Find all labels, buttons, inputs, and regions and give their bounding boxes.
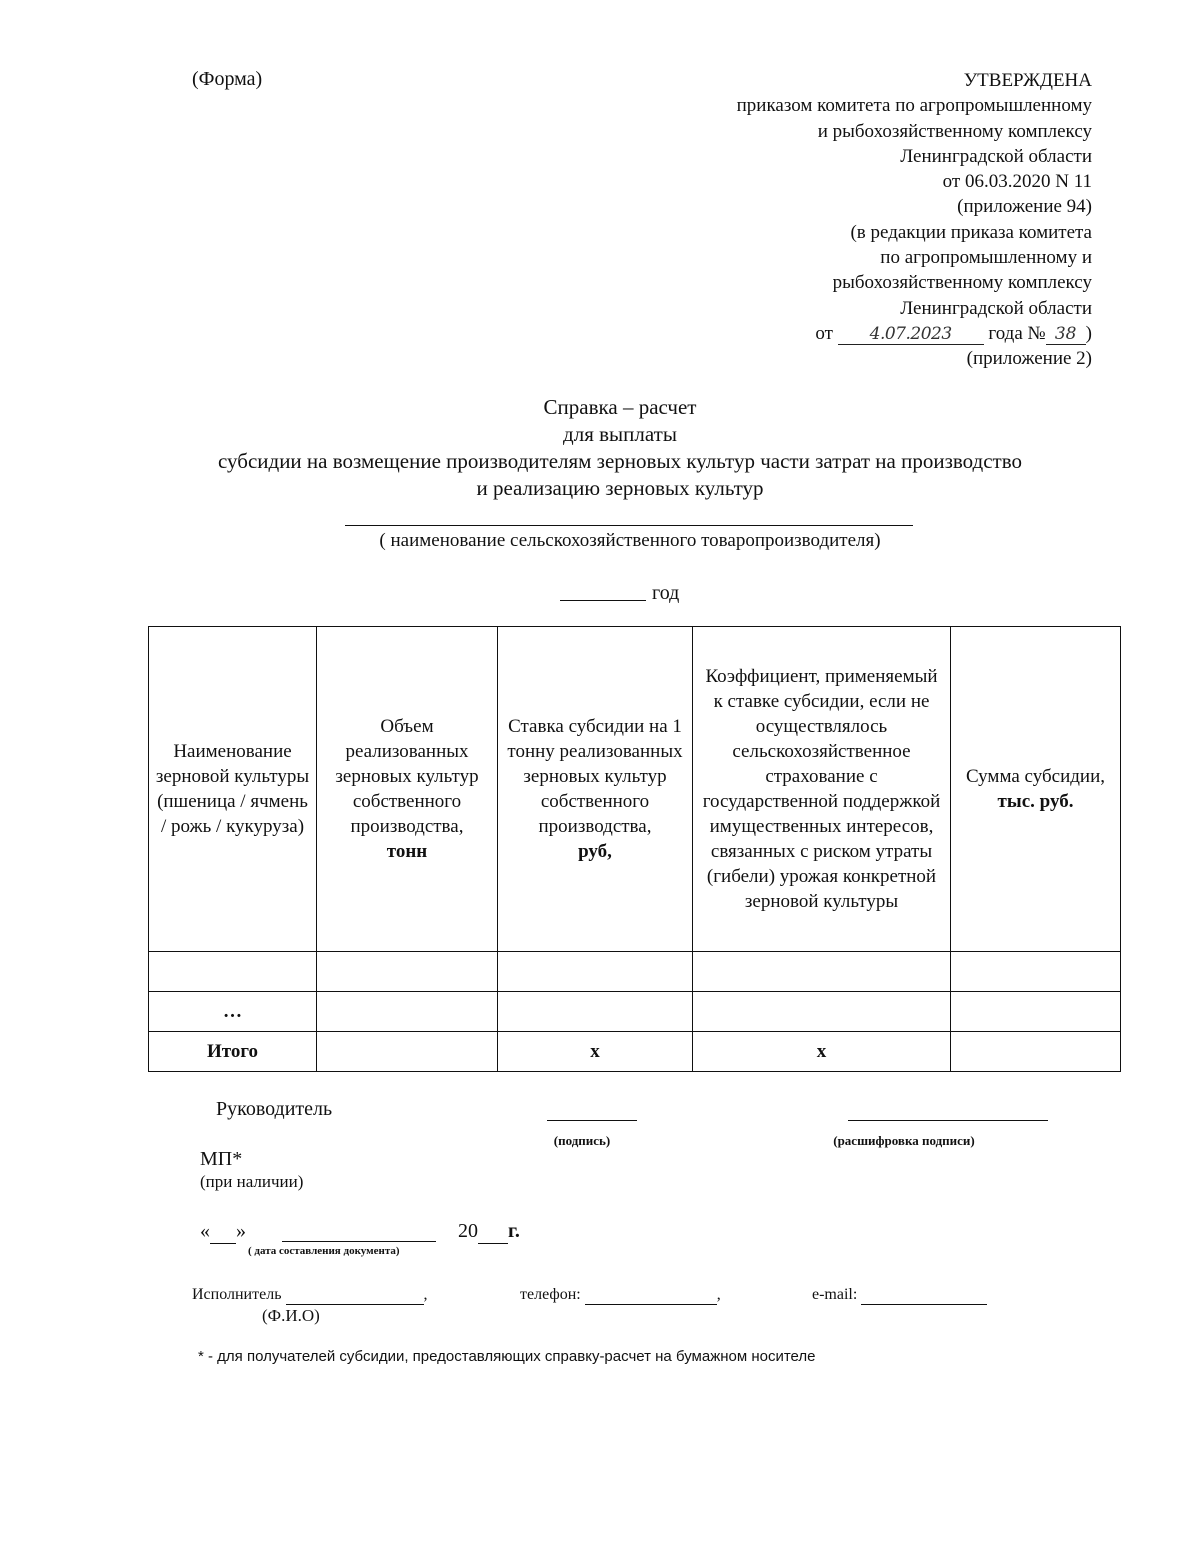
approval-line: (приложение 94) <box>957 196 1092 218</box>
date-caption: ( дата составления документа) <box>248 1245 400 1257</box>
decryption-caption: (расшифровка подписи) <box>833 1133 975 1148</box>
header-unit: руб, <box>578 841 612 862</box>
table-cell[interactable] <box>317 1032 498 1072</box>
table-cell[interactable] <box>498 992 693 1032</box>
table-cell: х <box>498 1032 693 1072</box>
table-cell[interactable] <box>693 952 951 992</box>
decryption-line[interactable] <box>848 1120 1048 1121</box>
table-cell[interactable]: … <box>149 992 317 1032</box>
year-label: год <box>652 582 680 604</box>
header-sum <box>951 627 1121 952</box>
header-coefficient <box>693 627 951 952</box>
title-line: для выплаты <box>563 422 677 446</box>
year-suffix: г. <box>508 1220 520 1242</box>
executor-label: Исполнитель <box>192 1286 282 1303</box>
header-text: Сумма субсидии, <box>965 766 1105 787</box>
approval-line: приказом комитета по агропромышленному <box>736 95 1092 117</box>
approval-line: от 06.03.2020 N 11 <box>942 171 1092 193</box>
header-text: Ставка субсидии на 1 тонну реализованных зерновых культур собственного производства, <box>507 716 683 837</box>
email-label: e-mail: <box>812 1286 858 1303</box>
year-blank[interactable] <box>560 600 646 601</box>
header-text: Коэффициент, применяемый к ставке субсидии, если не осуществлялось сельскохозяйственное страхование с государственной поддержкой имущественных интересов, связанных с риском утраты (гибели) урожая конкретной зерновой культуры <box>702 666 941 912</box>
year-row <box>458 1220 520 1244</box>
year-suffix-blank[interactable] <box>478 1220 508 1244</box>
approval-line: (в редакции приказа комитета <box>850 221 1092 243</box>
calculation-table <box>148 626 1121 1072</box>
producer-caption: ( наименование сельскохозяйственного товаропроизводителя) <box>379 530 881 551</box>
date-close-quote: » <box>236 1220 246 1242</box>
phone-label: телефон: <box>520 1286 581 1303</box>
appendix-line: (приложение 2) <box>966 348 1092 370</box>
table-cell[interactable] <box>317 952 498 992</box>
total-label: Итого <box>149 1032 317 1072</box>
head-label: Руководитель <box>216 1098 333 1120</box>
header-text: Наименование зерновой культуры (пшеница / ячмень / рожь / кукуруза) <box>155 741 310 837</box>
date-line[interactable] <box>282 1241 436 1242</box>
table-cell[interactable] <box>951 952 1121 992</box>
signature-caption: (подпись) <box>553 1133 611 1148</box>
stamp-label: МП* <box>200 1148 243 1170</box>
approval-line: Ленинградской области <box>900 145 1092 167</box>
day-blank[interactable] <box>210 1220 236 1244</box>
stamp-note: (при наличии) <box>200 1172 304 1191</box>
handwritten-order-number: 38 <box>1046 324 1086 345</box>
approval-line: УТВЕРЖДЕНА <box>963 70 1092 91</box>
phone-blank[interactable] <box>585 1286 717 1305</box>
table-cell[interactable] <box>951 992 1121 1032</box>
table-cell[interactable] <box>317 992 498 1032</box>
approval-line: по агропромышленному и <box>880 247 1092 269</box>
table-header-row <box>149 627 1121 952</box>
approval-line: Ленинградской области <box>900 297 1092 319</box>
signature-line[interactable] <box>547 1120 637 1121</box>
table-cell[interactable] <box>693 992 951 1032</box>
table-row <box>149 992 1121 1032</box>
date-open-quote: « <box>200 1220 210 1242</box>
approval-block <box>572 68 1092 372</box>
order-from: от <box>815 322 833 344</box>
table-total-row <box>149 1032 1121 1072</box>
table-cell[interactable] <box>149 952 317 992</box>
table-row <box>149 952 1121 992</box>
header-text: Объем реализованных зерновых культур собственного производства, <box>335 716 479 837</box>
phone-row: телефон: , <box>520 1286 721 1303</box>
year-prefix: 20 <box>458 1220 478 1242</box>
order-close: ) <box>1085 322 1092 344</box>
header-unit: тонн <box>386 841 428 862</box>
order-reference <box>572 321 1092 346</box>
producer-name-line[interactable] <box>345 525 913 526</box>
form-label: (Форма) <box>192 68 263 90</box>
header-unit: тыс. руб. <box>997 791 1074 812</box>
handwritten-order-date: 4.07.2023 <box>838 324 984 345</box>
executor-blank[interactable] <box>286 1286 424 1305</box>
footnote: * - для получателей субсидии, предоставляющих справку-расчет на бумажном носителе <box>198 1348 816 1365</box>
executor-caption: (Ф.И.О) <box>262 1306 320 1325</box>
header-volume <box>317 627 498 952</box>
header-crop-name <box>149 627 317 952</box>
table-cell[interactable] <box>951 1032 1121 1072</box>
year-line <box>560 582 679 605</box>
approval-line: рыбохозяйственному комплексу <box>832 272 1092 294</box>
executor-row: Исполнитель , <box>192 1286 428 1303</box>
header-rate <box>498 627 693 952</box>
approval-line: и рыбохозяйственному комплексу <box>817 120 1092 142</box>
email-blank[interactable] <box>861 1286 987 1305</box>
document-title <box>140 394 1100 502</box>
email-row <box>812 1286 987 1305</box>
order-year-word: года № <box>988 322 1046 344</box>
table-cell[interactable] <box>498 952 693 992</box>
title-line: субсидии на возмещение производителям зерновых культур части затрат на производство <box>218 449 1022 473</box>
title-line: Справка – расчет <box>543 395 697 419</box>
date-row <box>200 1220 246 1244</box>
title-line: и реализацию зерновых культур <box>476 476 764 500</box>
table-cell: х <box>693 1032 951 1072</box>
